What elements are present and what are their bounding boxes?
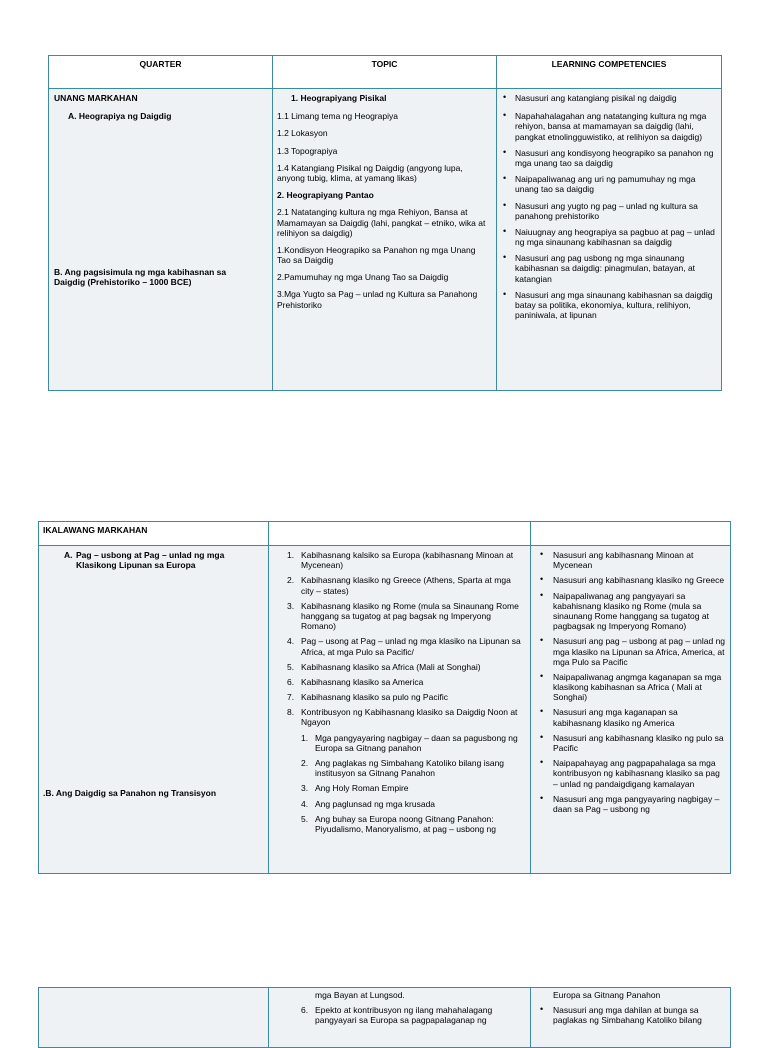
- competency-list: [535, 550, 726, 814]
- subtopic-item: [301, 758, 524, 778]
- section-b-title: B. Ang pagsisimula ng mga kabihasnan sa Daigdig (Prehistoriko – 1000 BCE): [54, 267, 227, 288]
- topic-cell: [273, 89, 497, 391]
- subtopic-text: Ang paglakas ng Simbahang Katoliko bilang isang institusyon sa Gitnang Panahon: [315, 758, 505, 779]
- competency-item: • Naipapahayag ang pagpapahalaga sa mga kontribusyon ng kabihasnang klasiko sa pag – unlad ng pandaigdigang kamalayan: [535, 758, 726, 789]
- curriculum-table-quarter-2: [38, 521, 731, 874]
- topic-number: 3.: [287, 600, 295, 611]
- topic-item: [269, 1005, 530, 1025]
- topic-item: [269, 601, 530, 632]
- subtopic-item: [301, 799, 524, 809]
- topic-text: Pag – usong at Pag – unlad ng mga klasiko na Lipunan sa Africa, at mga Pulo sa Pacific/: [301, 636, 521, 657]
- competency-item: • Naipapaliwanag angmga kaganapan sa mga klasikong kabihasnan sa Africa ( Mali at Songhai): [535, 672, 726, 703]
- topic-text: Epekto at kontribusyon ng ilang mahahalagang pangyayari sa Europa sa pagpapalaganap ng: [315, 1005, 493, 1026]
- table-header-row: [39, 522, 731, 546]
- competency-item: • Nasusuri ang mga kaganapan sa kabihasnang klasiko ng America: [535, 707, 726, 727]
- competency-list: [501, 93, 715, 320]
- topic-item: [269, 636, 530, 656]
- subtopic-item: [301, 814, 524, 834]
- competency-item: • Nasusuri ang pag usbong ng mga sinaunang kabihasnan sa daigdig: pinagmulan, batayan, at katangian: [501, 253, 715, 284]
- subtopic-text: Ang buhay sa Europa noong Gitnang Panahon: Piyudalismo, Manoryalismo, at pag – usbong ng: [315, 813, 496, 834]
- competency-item: • Naipapaliwanag ang uri ng pamumuhay ng mga unang tao sa daigdig: [501, 174, 715, 194]
- topic-number: 1.: [287, 550, 295, 560]
- competency-continued-text: Europa sa Gitnang Panahon: [553, 990, 661, 1000]
- header-topic: TOPIC: [273, 56, 497, 89]
- topic-item: 1.3 Topograpiya: [277, 145, 338, 156]
- topic-number: 6.: [287, 676, 295, 687]
- topic-item: 3.Mga Yugto sa Pag – unlad ng Kultura sa Panahong Prehistoriko: [277, 289, 478, 310]
- topic-number: 8.: [287, 707, 295, 718]
- quarter-cell: [49, 89, 273, 391]
- curriculum-table-continued: [38, 987, 731, 1048]
- topic-item: [269, 662, 530, 672]
- table-row: [39, 988, 731, 1048]
- quarter-title: UNANG MARKAHAN: [54, 93, 138, 103]
- competency-item: • Nasusuri ang pag – usbong at pag – unlad ng mga klasiko na Lipunan sa Africa, America, at mga Pulo sa Pacific: [535, 636, 726, 667]
- section-a-marker: A.: [64, 550, 73, 560]
- topic-number: 2.: [287, 575, 295, 586]
- competency-item: • Nasusuri ang yugto ng pag – unlad ng kultura sa panahong prehistoriko: [501, 201, 715, 221]
- subtopic-item: [301, 733, 524, 753]
- empty-header-cell: [531, 522, 731, 546]
- quarter-cell: [39, 988, 269, 1048]
- empty-header-cell: [269, 522, 531, 546]
- subtopic-list: [301, 733, 524, 835]
- competencies-cell: [531, 546, 731, 874]
- competencies-cell: [497, 89, 722, 391]
- subtopic-item: [301, 783, 524, 793]
- topic-item: 1.1 Limang tema ng Heograpiya: [277, 111, 398, 122]
- topic-item: [269, 677, 530, 687]
- topic-number: 7.: [287, 692, 295, 703]
- competency-item: • Naiuugnay ang heograpiya sa pagbuo at pag – unlad ng mga sinaunang kabihasnan sa daigdig: [501, 227, 715, 247]
- topic-text: Kabihasnang klasiko ng Rome (mula sa Sinaunang Rome hanggang sa tugatog at pag bagsak ng Imperyong Romano): [301, 600, 519, 632]
- topic-text: Kabihasnang klasiko sa Africa (Mali at Songhai): [301, 661, 481, 672]
- competency-item: • Naipapaliwanag ang pangyayari sa kabahisnang klasiko ng Rome (mula sa sinaunang Rome hanggang sa tugatog at pagbagsak ng Imperyong Romano): [535, 591, 726, 632]
- topic-list: [277, 111, 491, 310]
- topic-item: 2.1 Natatanging kultura ng mga Rehiyon, Bansa at Mamamayan sa Daigdig (lahi, pangkat – etniko, wika at relihiyon sa daigdig): [277, 207, 486, 238]
- subtopic-text: Ang Holy Roman Empire: [315, 783, 409, 794]
- subtopic-text: Ang paglunsad ng mga krusada: [315, 798, 436, 809]
- topic-number: 6.: [301, 1005, 309, 1016]
- subtopic-text: Mga pangyayaring nagbigay – daan sa pagusbong ng Europa sa Gitnang panahon: [315, 732, 518, 753]
- competency-item: • Nasusuri ang kabihasnang klasiko ng pulo sa Pacific: [535, 733, 726, 753]
- curriculum-table-quarter-1: [48, 55, 722, 391]
- topic-list: [269, 550, 530, 834]
- table-header-row: [49, 56, 722, 89]
- subtopic-number: 3.: [301, 783, 309, 794]
- subtopic-number: 2.: [301, 758, 309, 768]
- header-learning-competencies: LEARNING COMPETENCIES: [497, 56, 722, 89]
- table-row: [39, 546, 731, 874]
- topic-text: Kontribusyon ng Kabihasnang klasiko sa Daigdig Noon at Ngayon: [301, 707, 518, 728]
- topic-text: Kabihasnang klasiko sa America: [301, 676, 424, 687]
- topic-item: [269, 707, 530, 834]
- topic-text: Kabihasnang kalsiko sa Europa (kabihasnang Minoan at Mycenean): [301, 550, 514, 571]
- topic-item: 1.4 Katangiang Pisikal ng Daigdig (angyong lupa, anyong tubig, klima, at yamang likas): [277, 162, 463, 183]
- topic-cell: [269, 546, 531, 874]
- topic-item: [269, 575, 530, 595]
- topic-number: 5.: [287, 661, 295, 672]
- competency-item: • Nasusuri ang kabihasnang klasiko ng Greece: [535, 575, 726, 585]
- table-row: [49, 89, 722, 391]
- competency-item: • Nasusuri ang kondisyong heograpiko sa panahon ng mga unang tao sa daigdig: [501, 148, 715, 168]
- competency-item: • Nasusuri ang katangiang pisikal ng daigdig: [501, 93, 715, 103]
- topic-item: 2. Heograpiyang Pantao: [277, 190, 374, 201]
- section-a-title: [44, 550, 263, 570]
- topic-list: [269, 1005, 530, 1025]
- topic-cell: [269, 988, 531, 1048]
- topic-heading: 1. Heograpiyang Pisikal: [291, 93, 387, 103]
- header-quarter: QUARTER: [49, 56, 273, 89]
- subtopic-number: 4.: [301, 798, 309, 809]
- competencies-cell: [531, 988, 731, 1048]
- competency-item: • Nasusuri ang mga dahilan at bunga sa paglakas ng Simbahang Katoliko bilang: [535, 1005, 726, 1025]
- topic-continued-text: mga Bayan at Lungsod.: [315, 990, 405, 1000]
- competency-item: • Napahahalagahan ang natatanging kultura ng mga rehiyon, bansa at mamamayan sa daigdig (lahi, pangkat etnolingguwistiko, at relihiyon sa daigdig): [501, 111, 715, 142]
- topic-number: 4.: [287, 636, 295, 647]
- section-b-title: .B. Ang Daigdig sa Panahon ng Transisyon: [43, 788, 217, 798]
- topic-item: [269, 692, 530, 702]
- competency-item: • Nasusuri ang kabihasnang Minoan at Mycenean: [535, 550, 726, 570]
- competency-list: [535, 1005, 726, 1025]
- topic-item: 1.2 Lokasyon: [277, 128, 328, 139]
- quarter-title: IKALAWANG MARKAHAN: [39, 522, 269, 546]
- competency-item: • Nasusuri ang mga sinaunang kabihasnan sa daigdig batay sa politika, ekonomiya, kultura, relihiyon, paniniwala, at lipunan: [501, 290, 715, 321]
- topic-text: Kabihasnang klasiko sa pulo ng Pacific: [301, 692, 448, 703]
- topic-item: [269, 550, 530, 570]
- quarter-cell: [39, 546, 269, 874]
- topic-text: Kabihasnang klasiko ng Greece (Athens, Sparta at mga city – states): [301, 575, 511, 596]
- section-a-title: A. Heograpiya ng Daigdig: [68, 111, 172, 122]
- competency-item: • Nasusuri ang mga pangyayaring nagbigay – daan sa Pag – usbong ng: [535, 794, 726, 814]
- topic-item: 2.Pamumuhay ng mga Unang Tao sa Daigdig: [277, 272, 449, 283]
- subtopic-number: 5.: [301, 813, 309, 824]
- subtopic-number: 1.: [301, 732, 309, 743]
- topic-item: 1.Kondisyon Heograpiko sa Panahon ng mga Unang Tao sa Daigdig: [277, 244, 476, 266]
- section-a-text: Pag – usbong at Pag – unlad ng mga Klasikong Lipunan sa Europa: [76, 550, 225, 571]
